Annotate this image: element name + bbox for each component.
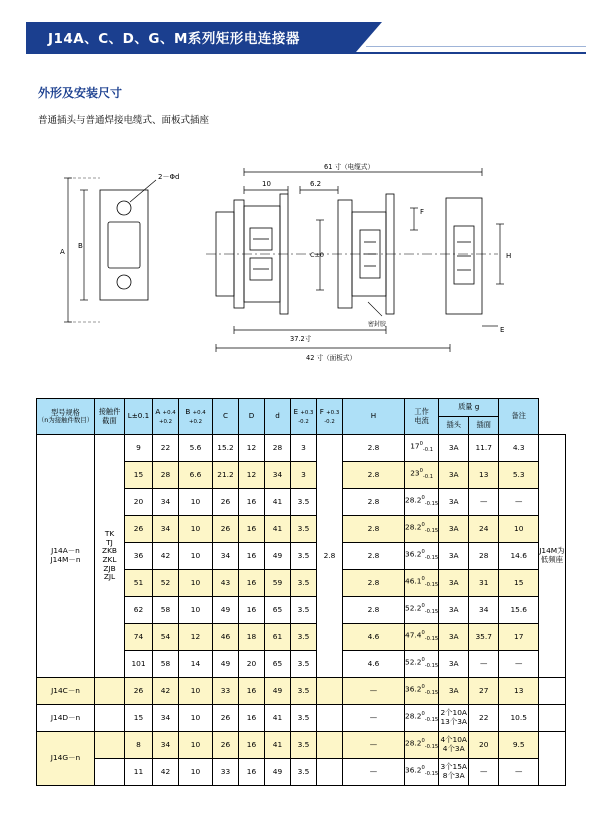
- cell-d: 3: [291, 435, 317, 462]
- cell-F: —: [343, 759, 405, 786]
- cell-remark: J14M为 低频座: [539, 435, 565, 678]
- cell-weight-plug: 35.7: [469, 624, 499, 651]
- cell-weight-plug: 22: [469, 705, 499, 732]
- cell-C: 20: [239, 651, 265, 678]
- cell-A: 34: [153, 516, 179, 543]
- cell-weight-plug: 28: [469, 543, 499, 570]
- cell-A: 52: [153, 570, 179, 597]
- cell-H: $52.2^0_{-0.15}$: [405, 651, 439, 678]
- table-row: [37, 759, 566, 786]
- cell-current: 3A: [439, 489, 469, 516]
- cell-weight-socket: 13: [499, 678, 539, 705]
- cell-contact-section: TK TJ ZKB ZKL ZJB ZJL: [95, 435, 125, 678]
- cell-weight-socket: 14.6: [499, 543, 539, 570]
- cell-model: J14C－n: [37, 678, 95, 705]
- label-37-2: 37.2寸: [290, 335, 312, 343]
- cell-Ad: 10: [179, 597, 213, 624]
- cell-Ad: 14: [179, 651, 213, 678]
- cell-current: 2个10A 13个3A: [439, 705, 469, 732]
- cell-F: 2.8: [343, 435, 405, 462]
- cell-B: 15.2: [213, 435, 239, 462]
- cell-Ad: 10: [179, 543, 213, 570]
- cell-L: 26: [125, 516, 153, 543]
- label-E: E: [500, 326, 505, 334]
- cell-L: 26: [125, 678, 153, 705]
- cell-A: 22: [153, 435, 179, 462]
- table-row: [37, 435, 566, 462]
- cell-Ad: 6.6: [179, 462, 213, 489]
- cell-current: 3A: [439, 462, 469, 489]
- cell-F: 4.6: [343, 624, 405, 651]
- cell-F: 2.8: [343, 570, 405, 597]
- label-61: 61 寸（电缆式）: [324, 163, 375, 171]
- cell-weight-plug: —: [469, 759, 499, 786]
- cell-H: $28.2^0_{-0.15}$: [405, 489, 439, 516]
- cell-E: [317, 678, 343, 705]
- col-model: [37, 399, 95, 435]
- cell-F: 4.6: [343, 651, 405, 678]
- label-10: 10: [262, 180, 271, 188]
- col-L: L±0.1: [125, 399, 153, 435]
- cell-D: 49: [265, 678, 291, 705]
- cell-F: 2.8: [343, 462, 405, 489]
- page-header: [26, 22, 586, 52]
- cell-E: [317, 732, 343, 759]
- label-H: H: [506, 252, 512, 260]
- cell-Ad: 10: [179, 570, 213, 597]
- cell-D: 59: [265, 570, 291, 597]
- cell-B: 34: [213, 543, 239, 570]
- cell-B: 33: [213, 678, 239, 705]
- col-D: D: [239, 399, 265, 435]
- cell-current: 3A: [439, 624, 469, 651]
- cell-current: 3A: [439, 597, 469, 624]
- cell-B: 26: [213, 705, 239, 732]
- dimension-drawing: [38, 150, 578, 385]
- cell-L: 15: [125, 462, 153, 489]
- cell-L: 15: [125, 705, 153, 732]
- cell-F: —: [343, 678, 405, 705]
- cell-weight-plug: 20: [469, 732, 499, 759]
- cell-model: J14G－n: [37, 732, 95, 786]
- cell-D: 41: [265, 516, 291, 543]
- label-42: 42 寸（面板式）: [306, 354, 357, 362]
- cell-H: $52.2^0_{-0.15}$: [405, 597, 439, 624]
- cell-B: 33: [213, 759, 239, 786]
- cell-H: $46.1^0_{-0.15}$: [405, 570, 439, 597]
- table-row: [37, 732, 566, 759]
- cell-L: 74: [125, 624, 153, 651]
- cell-contact-section: [95, 732, 125, 759]
- cell-B: 46: [213, 624, 239, 651]
- page-title: J14A、C、D、G、M系列矩形电连接器: [48, 31, 300, 47]
- col-B: B +0.4 +0.2: [179, 399, 213, 435]
- cell-weight-socket: 15.6: [499, 597, 539, 624]
- cell-H: $28.2^0_{-0.15}$: [405, 732, 439, 759]
- cell-Ad: 10: [179, 516, 213, 543]
- cell-B: 21.2: [213, 462, 239, 489]
- col-contact-section: 接触件 截面: [95, 399, 125, 435]
- cell-C: 16: [239, 732, 265, 759]
- cell-current: 3A: [439, 570, 469, 597]
- col-E: E +0.3 -0.2: [291, 399, 317, 435]
- cell-C: 12: [239, 462, 265, 489]
- cell-A: 54: [153, 624, 179, 651]
- cell-D: 41: [265, 489, 291, 516]
- cell-Ad: 10: [179, 678, 213, 705]
- col-current: 工作 电流: [405, 399, 439, 435]
- cell-H: $17^0_{-0.1}$: [405, 435, 439, 462]
- cell-current: 3A: [439, 516, 469, 543]
- cell-D: 65: [265, 597, 291, 624]
- cell-A: 42: [153, 678, 179, 705]
- col-weight-socket: 插面: [469, 417, 499, 435]
- cell-A: 42: [153, 759, 179, 786]
- col-weight: 质量 g: [439, 399, 499, 417]
- cell-B: 49: [213, 597, 239, 624]
- cell-F: —: [343, 732, 405, 759]
- cell-weight-socket: 4.3: [499, 435, 539, 462]
- spec-table: [36, 398, 566, 786]
- cell-L: 20: [125, 489, 153, 516]
- label-6-2: 6.2: [310, 180, 322, 188]
- cell-B: 49: [213, 651, 239, 678]
- cell-A: 28: [153, 462, 179, 489]
- cell-weight-socket: 15: [499, 570, 539, 597]
- cell-current: 3A: [439, 678, 469, 705]
- label-A: A: [60, 248, 65, 256]
- cell-F: —: [343, 705, 405, 732]
- cell-D: 65: [265, 651, 291, 678]
- label-C: C±0: [310, 251, 324, 259]
- cell-current: 3A: [439, 651, 469, 678]
- cell-B: 26: [213, 732, 239, 759]
- cell-E: 2.8: [317, 435, 343, 678]
- section-heading: 外形及安装尺寸: [38, 86, 123, 100]
- cell-H: $23^0_{-0.1}$: [405, 462, 439, 489]
- col-weight-plug: 插头: [439, 417, 469, 435]
- cell-Ad: 12: [179, 624, 213, 651]
- col-C: C: [213, 399, 239, 435]
- cell-C: 12: [239, 435, 265, 462]
- cell-F: 2.8: [343, 543, 405, 570]
- cell-Ad: 10: [179, 732, 213, 759]
- cell-D: 49: [265, 543, 291, 570]
- label-sealant: 密封胶: [368, 321, 387, 328]
- table-row: [37, 705, 566, 732]
- cell-C: 16: [239, 705, 265, 732]
- cell-current: 3个15A 8个3A: [439, 759, 469, 786]
- cell-d: 3.5: [291, 651, 317, 678]
- cell-L: 8: [125, 732, 153, 759]
- cell-D: 41: [265, 705, 291, 732]
- col-A: A +0.4 +0.2: [153, 399, 179, 435]
- cell-A: 42: [153, 543, 179, 570]
- cell-model: J14A－n J14M－n: [37, 435, 95, 678]
- table-body: [37, 435, 566, 786]
- cell-H: $28.2^0_{-0.15}$: [405, 516, 439, 543]
- cell-F: 2.8: [343, 516, 405, 543]
- cell-H: $36.2^0_{-0.15}$: [405, 678, 439, 705]
- cell-D: 34: [265, 462, 291, 489]
- section-subheading: 普通插头与普通焊接电缆式、面板式插座: [38, 115, 210, 126]
- cell-weight-plug: 11.7: [469, 435, 499, 462]
- cell-B: 26: [213, 489, 239, 516]
- cell-current: 3A: [439, 543, 469, 570]
- cell-C: 18: [239, 624, 265, 651]
- cell-H: $36.2^0_{-0.15}$: [405, 759, 439, 786]
- col-H: H: [343, 399, 405, 435]
- cell-C: 16: [239, 516, 265, 543]
- cell-weight-socket: —: [499, 651, 539, 678]
- cell-d: 3.5: [291, 570, 317, 597]
- cell-D: 28: [265, 435, 291, 462]
- cell-d: 3.5: [291, 624, 317, 651]
- cell-C: 16: [239, 489, 265, 516]
- col-model-l1: 型号规格: [51, 407, 80, 417]
- cell-weight-socket: 10: [499, 516, 539, 543]
- cell-F: 2.8: [343, 489, 405, 516]
- cell-L: 11: [125, 759, 153, 786]
- cell-contact-section: [95, 678, 125, 705]
- cell-weight-plug: 31: [469, 570, 499, 597]
- cell-C: 16: [239, 543, 265, 570]
- cell-weight-socket: 5.3: [499, 462, 539, 489]
- cell-L: 9: [125, 435, 153, 462]
- col-d: d: [265, 399, 291, 435]
- cell-d: 3.5: [291, 678, 317, 705]
- cell-H: $47.4^0_{-0.15}$: [405, 624, 439, 651]
- col-model-l2: （n为接触件数目）: [37, 415, 94, 424]
- cell-current: 3A: [439, 435, 469, 462]
- cell-d: 3.5: [291, 543, 317, 570]
- cell-d: 3.5: [291, 597, 317, 624]
- cell-Ad: 5.6: [179, 435, 213, 462]
- cell-D: 61: [265, 624, 291, 651]
- cell-d: 3: [291, 462, 317, 489]
- cell-E: [317, 705, 343, 732]
- cell-weight-socket: —: [499, 489, 539, 516]
- cell-L: 51: [125, 570, 153, 597]
- cell-weight-socket: 9.5: [499, 732, 539, 759]
- cell-model: J14D－n: [37, 705, 95, 732]
- cell-weight-plug: 24: [469, 516, 499, 543]
- cell-L: 101: [125, 651, 153, 678]
- cell-C: 16: [239, 570, 265, 597]
- cell-B: 43: [213, 570, 239, 597]
- cell-weight-socket: 10.5: [499, 705, 539, 732]
- cell-d: 3.5: [291, 705, 317, 732]
- cell-A: 34: [153, 732, 179, 759]
- cell-Ad: 10: [179, 489, 213, 516]
- header-bar: [26, 22, 356, 52]
- label-B: B: [78, 242, 83, 250]
- cell-E: [317, 759, 343, 786]
- cell-weight-plug: 34: [469, 597, 499, 624]
- cell-A: 58: [153, 597, 179, 624]
- cell-weight-plug: 27: [469, 678, 499, 705]
- label-F: F: [420, 208, 425, 216]
- cell-d: 3.5: [291, 489, 317, 516]
- cell-F: 2.8: [343, 597, 405, 624]
- cell-H: $36.2^0_{-0.15}$: [405, 543, 439, 570]
- cell-current: 4个10A 4个3A: [439, 732, 469, 759]
- cell-D: 49: [265, 759, 291, 786]
- cell-B: 26: [213, 516, 239, 543]
- cell-A: 58: [153, 651, 179, 678]
- table-header-row: [37, 399, 566, 417]
- cell-Ad: 10: [179, 759, 213, 786]
- header-underline: [26, 52, 586, 54]
- cell-d: 3.5: [291, 732, 317, 759]
- cell-C: 16: [239, 759, 265, 786]
- cell-L: 36: [125, 543, 153, 570]
- cell-contact-section: [95, 759, 125, 786]
- cell-Ad: 10: [179, 705, 213, 732]
- cell-weight-socket: —: [499, 759, 539, 786]
- cell-d: 3.5: [291, 759, 317, 786]
- cell-remark: [539, 705, 565, 732]
- cell-weight-plug: —: [469, 651, 499, 678]
- cell-A: 34: [153, 489, 179, 516]
- cell-C: 16: [239, 678, 265, 705]
- cell-weight-plug: —: [469, 489, 499, 516]
- cell-C: 16: [239, 597, 265, 624]
- label-2-phi-d: 2－Φd: [158, 173, 180, 181]
- table-row: [37, 678, 566, 705]
- col-F: F +0.3 -0.2: [317, 399, 343, 435]
- cell-H: $28.2^0_{-0.15}$: [405, 705, 439, 732]
- cell-d: 3.5: [291, 516, 317, 543]
- cell-A: 34: [153, 705, 179, 732]
- col-remark: 备注: [499, 399, 539, 435]
- cell-contact-section: [95, 705, 125, 732]
- cell-D: 41: [265, 732, 291, 759]
- cell-remark: [539, 732, 565, 786]
- cell-weight-plug: 13: [469, 462, 499, 489]
- header-thin-line: [366, 46, 586, 47]
- cell-weight-socket: 17: [499, 624, 539, 651]
- header-bar-arrow: [356, 22, 382, 52]
- cell-L: 62: [125, 597, 153, 624]
- cell-remark: [539, 678, 565, 705]
